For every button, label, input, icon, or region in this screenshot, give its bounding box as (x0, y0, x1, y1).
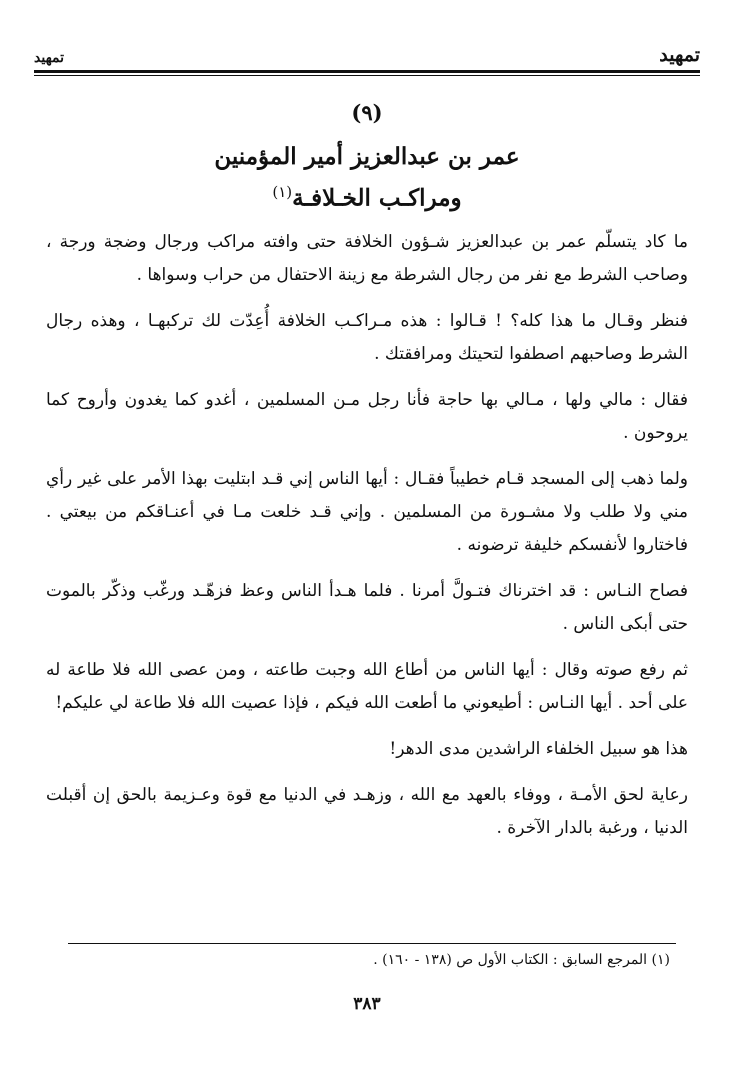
paragraph: ولما ذهب إلى المسجد قـام خطيباً فقـال : أيها الناس إني قـد ابتليت بهذا الأمر على غير رأي مني ولا طلب ولا مشـورة من المسلمين . وإني قـد خلعت مـا في أعنـاقكم من بيعتي . فاختاروا لأنفسكم خليفة ترضونه . (46, 469, 688, 555)
paragraph: رعاية لحق الأمـة ، ووفاء بالعهد مع الله ، وزهـد في الدنيا مع قوة وعـزيمة بالحق إن أقبلت الدنيا ، ورغبة بالدار الآخرة . (46, 785, 688, 838)
chapter-number: (٩) (351, 100, 383, 125)
paragraph: فقال : مالي ولها ، مـالي بها حاجة فأنا رجل مـن المسلمين ، أغدو كما يغدون وأروح كما يروحون . (46, 390, 688, 443)
paragraph: هذا هو سبيل الخلفاء الراشدين مدى الدهر! (389, 739, 688, 759)
footnote-marker: (١) (272, 183, 293, 201)
chapter-title-line-2-text: ومراكـب الخـلافـة (292, 184, 462, 212)
running-header (34, 40, 700, 66)
running-header-right: تمهيد (659, 44, 700, 66)
footnote: (١) المرجع السابق : الكتاب الأول ص (١٣٨ - ١٦٠) . (373, 952, 670, 968)
paragraph: ثم رفع صوته وقال : أيها الناس من أطاع الله وجبت طاعته ، ومن عصى الله فلا طاعة له على أحد . أيها النـاس : أطيعوني ما أطعت الله فيكم ، فإذا عصيت الله فلا طاعة لي عليكم! (46, 660, 688, 713)
footnote-rule (68, 943, 676, 944)
paragraph: ما كاد يتسلّم عمر بن عبدالعزيز شـؤون الخلافة حتى وافته مراكب ورجال وضجة ورجة ، وصاحب الشرط مع نفر من رجال الشرطة مع زينة الاحتفال من حراب وسواها . (46, 232, 688, 285)
page-number: ٣٨٣ (353, 994, 381, 1014)
body-text (46, 226, 688, 858)
chapter-title-line-2 (60, 183, 674, 212)
chapter-title-line-1: عمر بن عبدالعزيز أمير المؤمنين (214, 143, 520, 170)
running-header-left: تمهيد (34, 50, 65, 66)
header-rule (34, 70, 700, 76)
paragraph: فصاح النـاس : قد اخترناك فتـولَّ أمرنا . فلما هـدأ الناس وعظ فزهّـد ورغّب وذكّر بالموت حتى أبكى الناس . (46, 581, 688, 634)
paragraph: فنظر وقـال ما هذا كله؟ ! قـالوا : هذه مـراكـب الخلافة أُعِدّت لك تركبهـا ، وهذه رجال الشرط وصاحبهم اصطفوا لتحيتك ومرافقتك . (46, 311, 688, 364)
